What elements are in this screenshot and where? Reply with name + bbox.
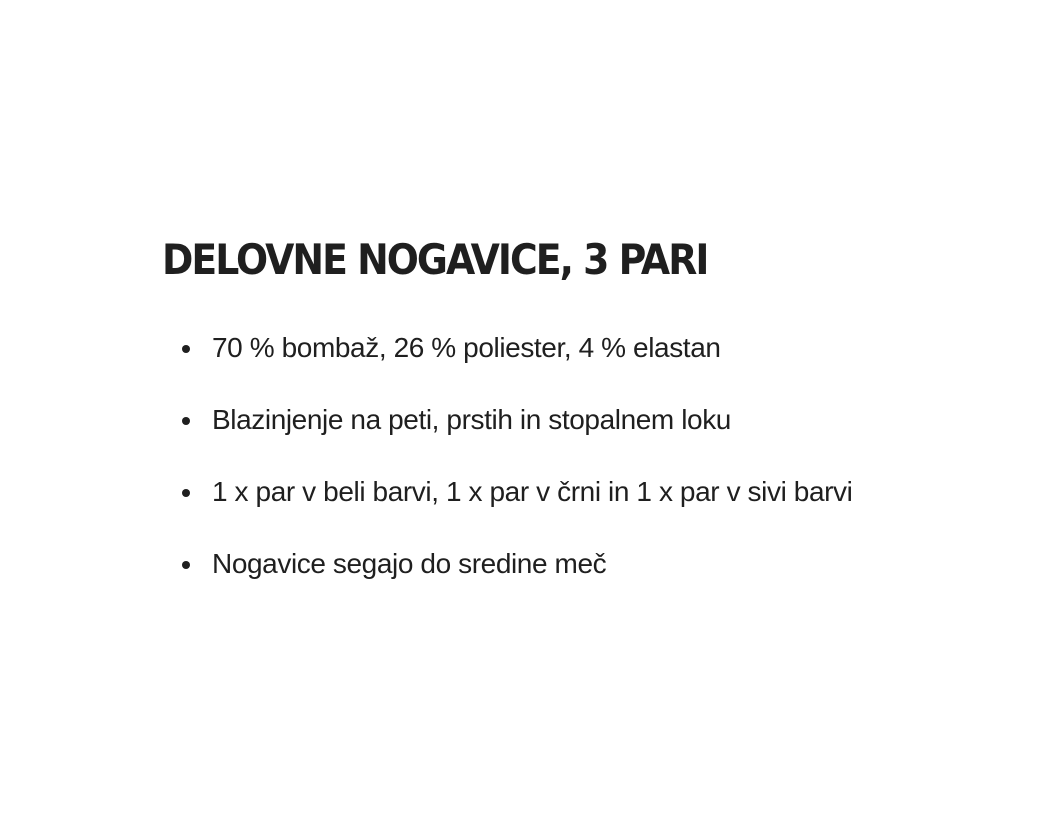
bullet-icon bbox=[182, 345, 190, 353]
feature-item bbox=[162, 402, 1002, 438]
feature-list bbox=[162, 330, 1002, 582]
feature-item bbox=[162, 330, 1002, 366]
feature-text: Nogavice segajo do sredine meč bbox=[212, 548, 607, 579]
product-title: DELOVNE NOGAVICE, 3 PARI bbox=[162, 235, 708, 284]
feature-item bbox=[162, 474, 1002, 510]
feature-text: 1 x par v beli barvi, 1 x par v črni in 1 x par v sivi barvi bbox=[212, 476, 853, 507]
bullet-icon bbox=[182, 417, 190, 425]
product-info bbox=[162, 232, 1002, 618]
feature-text: 70 % bombaž, 26 % poliester, 4 % elastan bbox=[212, 332, 721, 363]
feature-text: Blazinjenje na peti, prstih in stopalnem loku bbox=[212, 404, 731, 435]
bullet-icon bbox=[182, 561, 190, 569]
bullet-icon bbox=[182, 489, 190, 497]
feature-item bbox=[162, 546, 1002, 582]
